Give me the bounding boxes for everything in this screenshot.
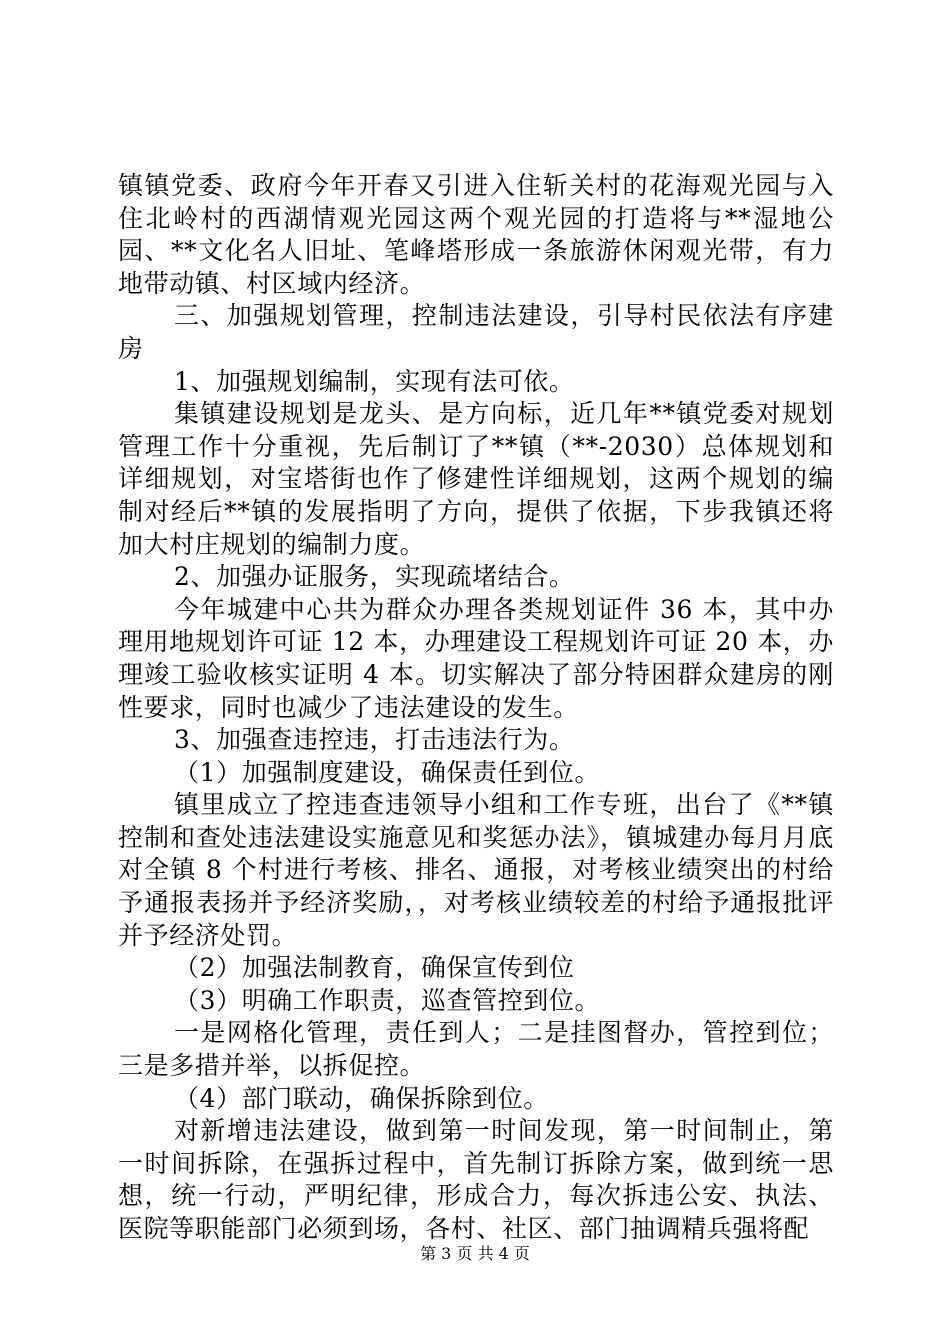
paragraph-duties: 一是网格化管理，责任到人；二是挂图督办，管控到位；三是多措并举，以拆促控。 bbox=[118, 1018, 834, 1081]
paragraph-1: 镇镇党委、政府今年开春又引进入住斩关村的花海观光园与入住北岭村的西湖情观光园这两个观光园的打造将与**湿地公园、**文化名人旧址、笔峰塔形成一条旅游休闲观光带，有力地带动镇、村区域内经济。 bbox=[118, 171, 834, 298]
subheading-3: 3、加强查违控违，打击违法行为。 bbox=[174, 725, 575, 755]
paragraph-permits: 今年城建中心共为群众办理各类规划证件 36 本，其中办理用地规划许可证 12 本，办理建设工程规划许可证 20 本，办理竣工验收核实证明 4 本。切实解决了部分特困群众建房的刚性要求，同时也减少了违法建设的发生。 bbox=[118, 594, 834, 722]
paragraph-system: 镇里成立了控违查违领导小组和工作专班，出台了《**镇控制和查处违法建设实施意见和奖惩办法》，镇城建办每月月底对全镇 8 个村进行考核、排名、通报，对考核业绩突出的村给予通报表扬并予经济奖励，，对考核业绩较差的村给予通报批评并予经济处罚。 bbox=[118, 790, 834, 950]
subheading-3-2: （2）加强法制教育，确保宣传到位 bbox=[174, 953, 575, 983]
subheading-2: 2、加强办证服务，实现疏堵结合。 bbox=[174, 562, 575, 592]
paragraph-planning: 集镇建设规划是龙头、是方向标，近几年**镇党委对规划管理工作十分重视，先后制订了**镇（**-2030）总体规划和详细规划，对宝塔街也作了修建性详细规划，这两个规划的编制对经后**镇的发展指明了方向，提供了依据，下步我镇还将加大村庄规划的编制力度。 bbox=[118, 399, 834, 559]
subheading-3-3: （3）明确工作职责，巡查管控到位。 bbox=[174, 985, 601, 1015]
page-footer: 第 3 页 共 4 页 bbox=[420, 1244, 530, 1263]
document-body bbox=[118, 170, 834, 1246]
section-heading-3: 三、加强规划管理，控制违法建设，引导村民依法有序建房 bbox=[118, 301, 834, 363]
subheading-1: 1、加强规划编制，实现有法可依。 bbox=[174, 366, 575, 396]
subheading-3-1: （1）加强制度建设，确保责任到位。 bbox=[174, 757, 601, 787]
subheading-3-4: （4）部门联动，确保拆除到位。 bbox=[174, 1083, 549, 1113]
paragraph-demolition: 对新增违法建设，做到第一时间发现，第一时间制止，第一时间拆除，在强拆过程中，首先制订拆除方案，做到统一思想，统一行动，严明纪律，形成合力，每次拆违公安、执法、医院等职能部门必须到场，各村、社区、部门抽调精兵强将配 bbox=[118, 1116, 834, 1243]
